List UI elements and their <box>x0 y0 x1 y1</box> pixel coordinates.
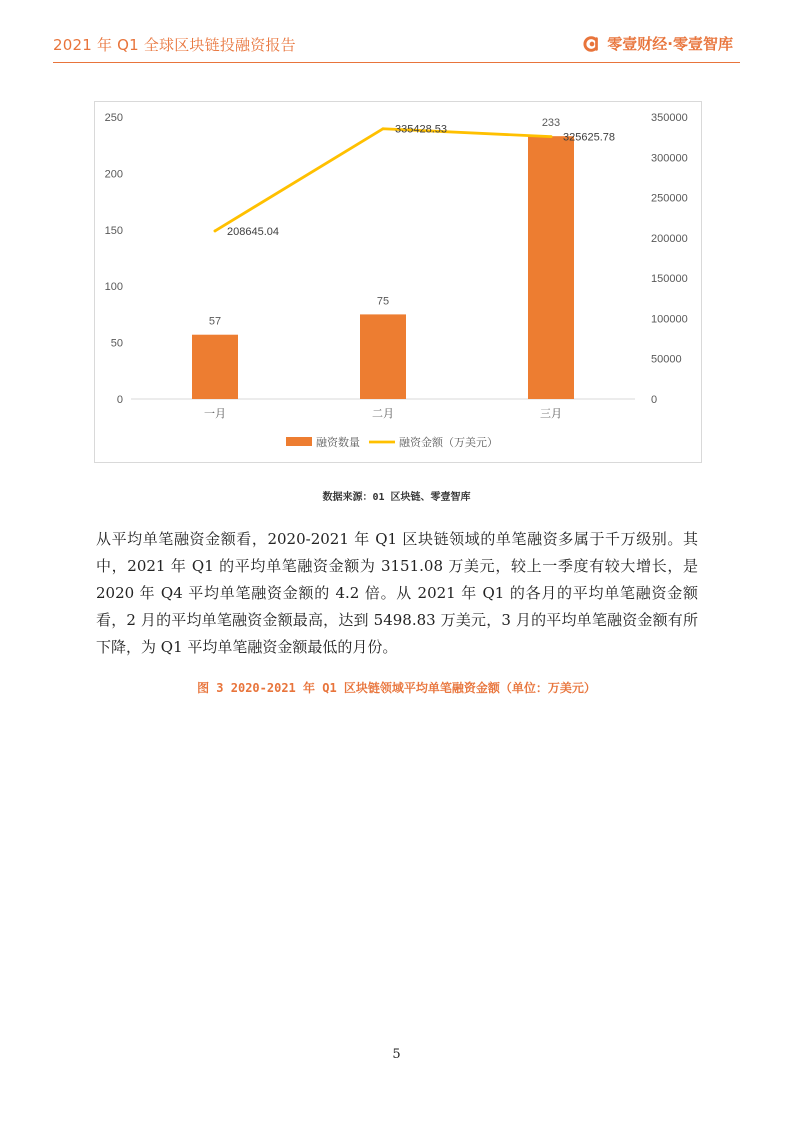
line-point <box>550 135 553 138</box>
bar <box>192 335 238 399</box>
y-right-tick-label: 200000 <box>651 232 688 245</box>
line-data-label: 208645.04 <box>227 225 279 238</box>
x-tick-label: 三月 <box>540 408 562 420</box>
y-right-tick-label: 250000 <box>651 192 688 205</box>
y-right-tick-label: 300000 <box>651 152 688 165</box>
bar-data-label: 233 <box>541 117 561 130</box>
chart-svg <box>95 102 701 462</box>
line-data-label: 335428.53 <box>395 123 447 136</box>
page-number: 5 <box>392 1047 401 1062</box>
y-right-tick-label: 150000 <box>651 273 688 286</box>
y-left-tick-label: 0 <box>116 394 123 406</box>
y-left-tick-label: 250 <box>104 112 123 124</box>
y-right-tick-label: 350000 <box>651 112 688 124</box>
body-paragraph: 从平均单笔融资金额看，2020-2021 年 Q1 区块链领域的单笔融资多属于千万级别。其中，2021 年 Q1 的平均单笔融资金额为 3151.08 万美元，较上一季度有较大增长，是 2020 年 Q4 平均单笔融资金额的 4.2 倍。从 2021 年 Q1 的各月的平均单笔融资金额看，2 月的平均单笔融资金额最高，达到 5498.83 万美元，3 月的平均单笔融资金额有所下降，为 Q1 平均单笔融资金额最低的月份。 <box>96 530 698 656</box>
bar <box>528 136 574 399</box>
x-tick-label: 一月 <box>204 408 226 420</box>
bar-data-label: 75 <box>376 295 390 308</box>
line-point <box>214 229 217 232</box>
brand <box>583 33 733 54</box>
y-right-tick-label: 50000 <box>651 353 682 366</box>
line-series <box>215 129 551 231</box>
brand-name: 零壹财经·零壹智库 <box>607 35 733 53</box>
data-source: 数据来源：01 区块链、零壹智库 <box>322 492 471 503</box>
y-left-tick-label: 200 <box>104 168 123 181</box>
y-left-tick-label: 50 <box>110 337 123 350</box>
legend-swatch-bar <box>286 437 312 446</box>
financing-chart <box>94 101 702 463</box>
y-right-tick-label: 0 <box>651 394 658 406</box>
line-point <box>382 127 385 130</box>
bar-data-label: 57 <box>208 315 222 328</box>
y-left-tick-label: 100 <box>104 281 123 294</box>
header-divider <box>53 62 740 63</box>
x-tick-label: 二月 <box>372 408 394 420</box>
bar <box>360 314 406 399</box>
figure-caption: 图 3 2020-2021 年 Q1 区块链领域平均单笔融资金额（单位：万美元） <box>197 681 596 695</box>
report-title: 2021 年 Q1 全球区块链投融资报告 <box>53 36 296 54</box>
lingyi-logo-icon <box>583 35 601 53</box>
line-data-label: 325625.78 <box>563 131 615 144</box>
legend-label-bar: 融资数量 <box>316 437 360 449</box>
y-right-tick-label: 100000 <box>651 313 688 326</box>
y-left-tick-label: 150 <box>104 224 123 237</box>
legend-label-line: 融资金额（万美元） <box>399 437 498 449</box>
